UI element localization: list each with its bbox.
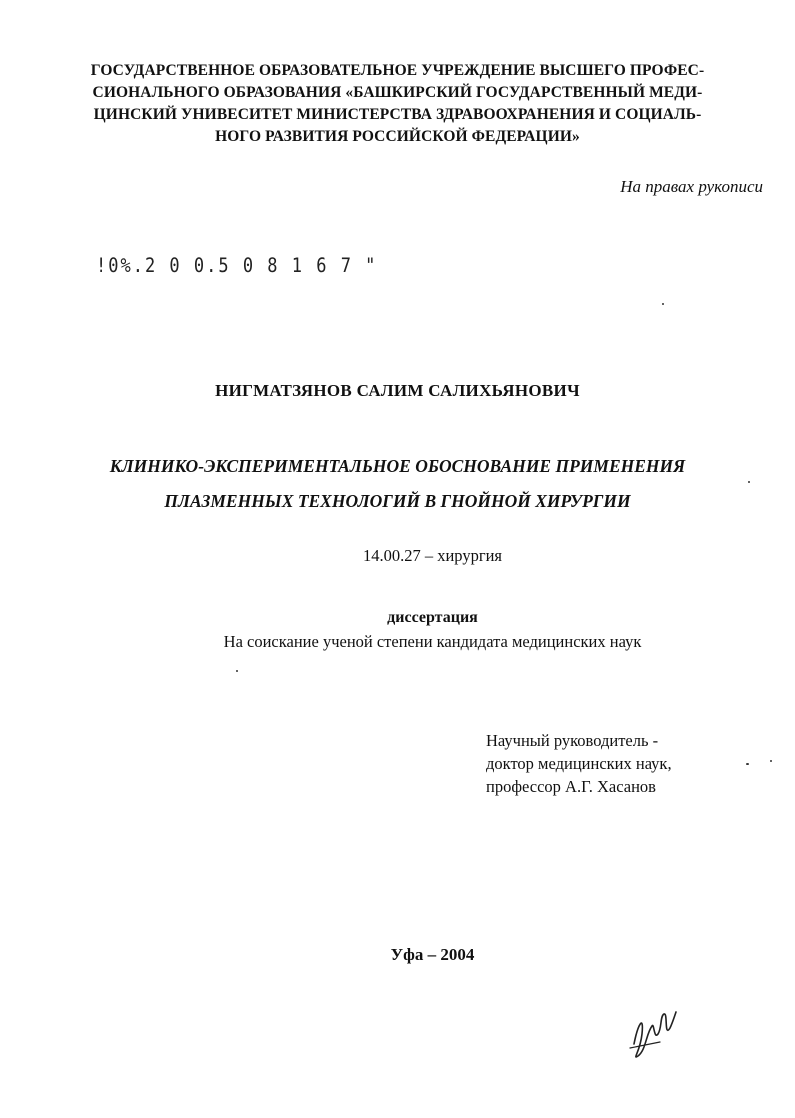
institution-line: ГОСУДАРСТВЕННОЕ ОБРАЗОВАТЕЛЬНОЕ УЧРЕЖДЕНИЕ ВЫСШЕГО ПРОФЕС- bbox=[90, 62, 705, 79]
author-name: НИГМАТЗЯНОВ САЛИМ САЛИХЬЯНОВИЧ bbox=[215, 381, 580, 400]
title-line: ПЛАЗМЕННЫХ ТЕХНОЛОГИЙ В ГНОЙНОЙ ХИРУРГИИ bbox=[164, 491, 631, 511]
scan-speck bbox=[746, 763, 749, 765]
scan-speck bbox=[662, 303, 664, 305]
library-stamp: !0%.2 0 0.5 0 8 1 6 7 " bbox=[96, 254, 378, 278]
city-year: Уфа – 2004 bbox=[390, 945, 475, 964]
rights-note: На правах рукописи bbox=[620, 177, 763, 196]
supervisor-line: Научный руководитель - bbox=[486, 731, 659, 750]
scan-speck bbox=[748, 481, 750, 483]
degree-statement: На соискание ученой степени кандидата медицинских наук bbox=[223, 632, 642, 651]
institution-line: НОГО РАЗВИТИЯ РОССИЙСКОЙ ФЕДЕРАЦИИ» bbox=[215, 128, 580, 145]
institution-line: СИОНАЛЬНОГО ОБРАЗОВАНИЯ «БАШКИРСКИЙ ГОСУДАРСТВЕННЫЙ МЕДИ- bbox=[92, 84, 703, 101]
dissertation-title bbox=[60, 449, 735, 519]
specialty-code: 14.00.27 – хирургия bbox=[362, 546, 503, 565]
title-line: КЛИНИКО-ЭКСПЕРИМЕНТАЛЬНОЕ ОБОСНОВАНИЕ ПРИМЕНЕНИЯ bbox=[109, 456, 686, 476]
supervisor-block bbox=[486, 729, 672, 798]
supervisor-line: доктор медицинских наук, bbox=[486, 754, 672, 773]
supervisor-line: профессор А.Г. Хасанов bbox=[486, 777, 656, 796]
institution-line: ЦИНСКИЙ УНИВЕСИТЕТ МИНИСТЕРСТВА ЗДРАВООХРАНЕНИЯ И СОЦИАЛЬ- bbox=[93, 106, 702, 123]
scan-speck bbox=[236, 670, 238, 672]
document-type: диссертация bbox=[387, 609, 478, 626]
signature-icon bbox=[624, 1004, 684, 1064]
scan-speck bbox=[770, 760, 772, 762]
institution-header bbox=[90, 60, 705, 148]
